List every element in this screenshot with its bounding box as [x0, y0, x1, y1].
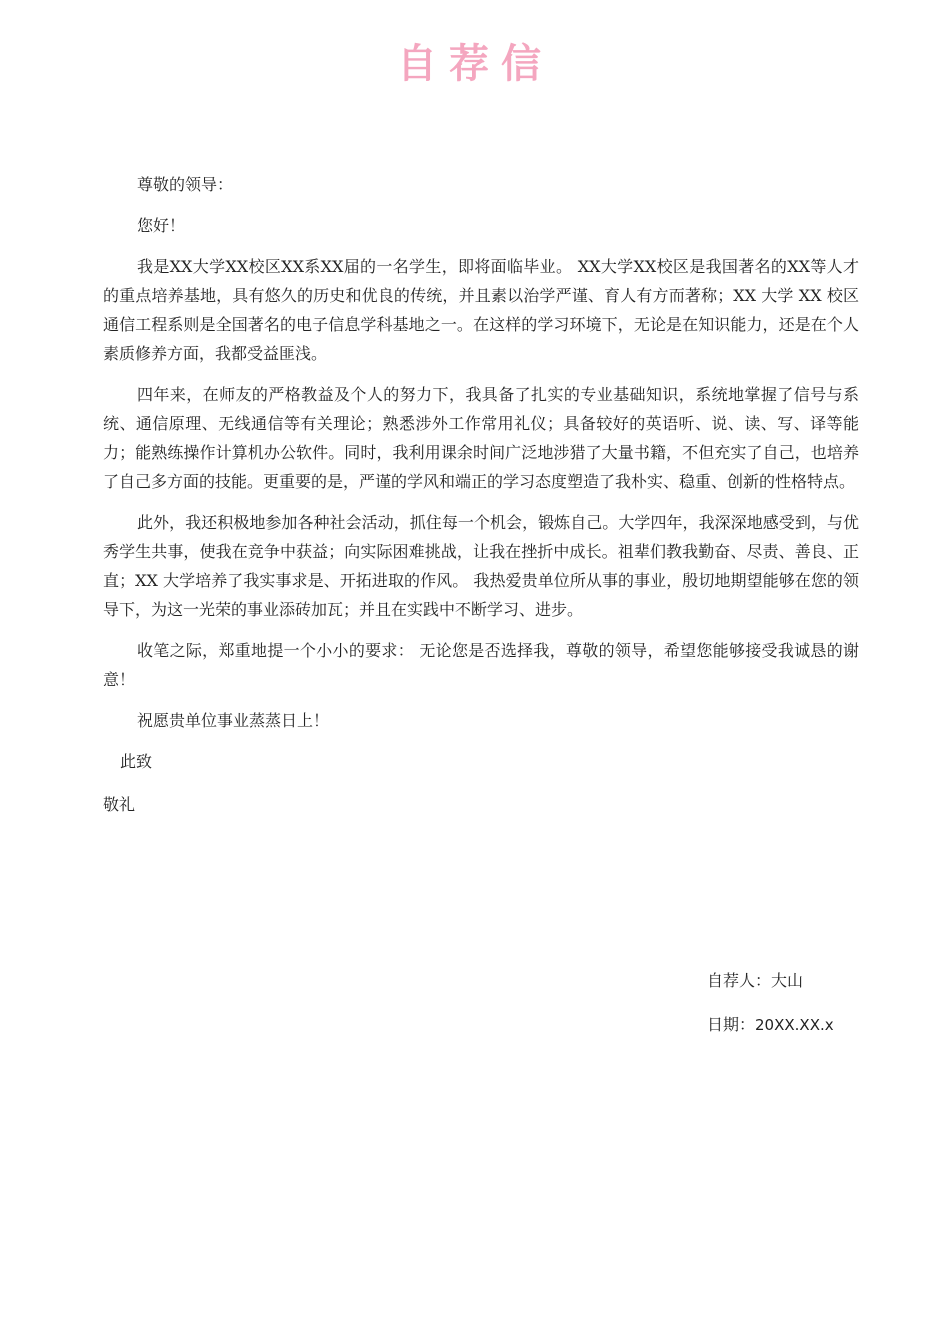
- letter-body: [103, 170, 859, 819]
- recommender-name: 大山: [771, 971, 804, 990]
- signature-block: [707, 966, 834, 1055]
- recommender-line: [707, 966, 834, 995]
- closing-jingli: 敬礼: [103, 795, 136, 814]
- greeting: 尊敬的领导：: [137, 175, 234, 194]
- date-value: 20XX.XX.x: [755, 1016, 834, 1034]
- paragraph-intro: 我是XX大学XX校区XX系XX届的一名学生，即将面临毕业。 XX大学XX校区是我国著名的XX等人才的重点培养基地，具有悠久的历史和优良的传统，并且素以治学严谨、育人有方而著称；XX 大学 XX 校区通信工程系则是全国著名的电子信息学科基地之一。在这样的学习环境下，无论是在知识能力，还是在个人素质修养方面，我都受益匪浅。: [103, 257, 859, 363]
- closing-cizhi: 此致: [120, 752, 153, 771]
- date-label: 日期：: [707, 1015, 756, 1034]
- paragraph-request: 收笔之际，郑重地提一个小小的要求： 无论您是否选择我，尊敬的领导，希望您能够接受我诚恳的谢意！: [103, 641, 859, 689]
- hello-line: 您好！: [137, 216, 186, 235]
- paragraph-wishes: 祝愿贵单位事业蒸蒸日上！: [137, 711, 330, 730]
- date-line: [707, 1010, 834, 1040]
- recommender-label: 自荐人：: [707, 971, 772, 990]
- paragraph-skills: 四年来，在师友的严格教益及个人的努力下，我具备了扎实的专业基础知识，系统地掌握了信号与系统、通信原理、无线通信等有关理论；熟悉涉外工作常用礼仪；具备较好的英语听、说、读、写、译等能力；能熟练操作计算机办公软件。同时，我利用课余时间广泛地涉猎了大量书籍，不但充实了自己，也培养了自己多方面的技能。更重要的是，严谨的学风和端正的学习态度塑造了我朴实、稳重、创新的性格特点。: [103, 385, 859, 491]
- paragraph-activities: 此外，我还积极地参加各种社会活动，抓住每一个机会，锻炼自己。大学四年，我深深地感受到，与优秀学生共事，使我在竞争中获益；向实际困难挑战，让我在挫折中成长。祖辈们教我勤奋、尽责、善良、正直；XX 大学培养了我实事求是、开拓进取的作风。 我热爱贵单位所从事的事业，殷切地期望能够在您的领导下，为这一光荣的事业添砖加瓦；并且在实践中不断学习、进步。: [103, 513, 859, 619]
- document-title: 自荐信: [397, 41, 553, 87]
